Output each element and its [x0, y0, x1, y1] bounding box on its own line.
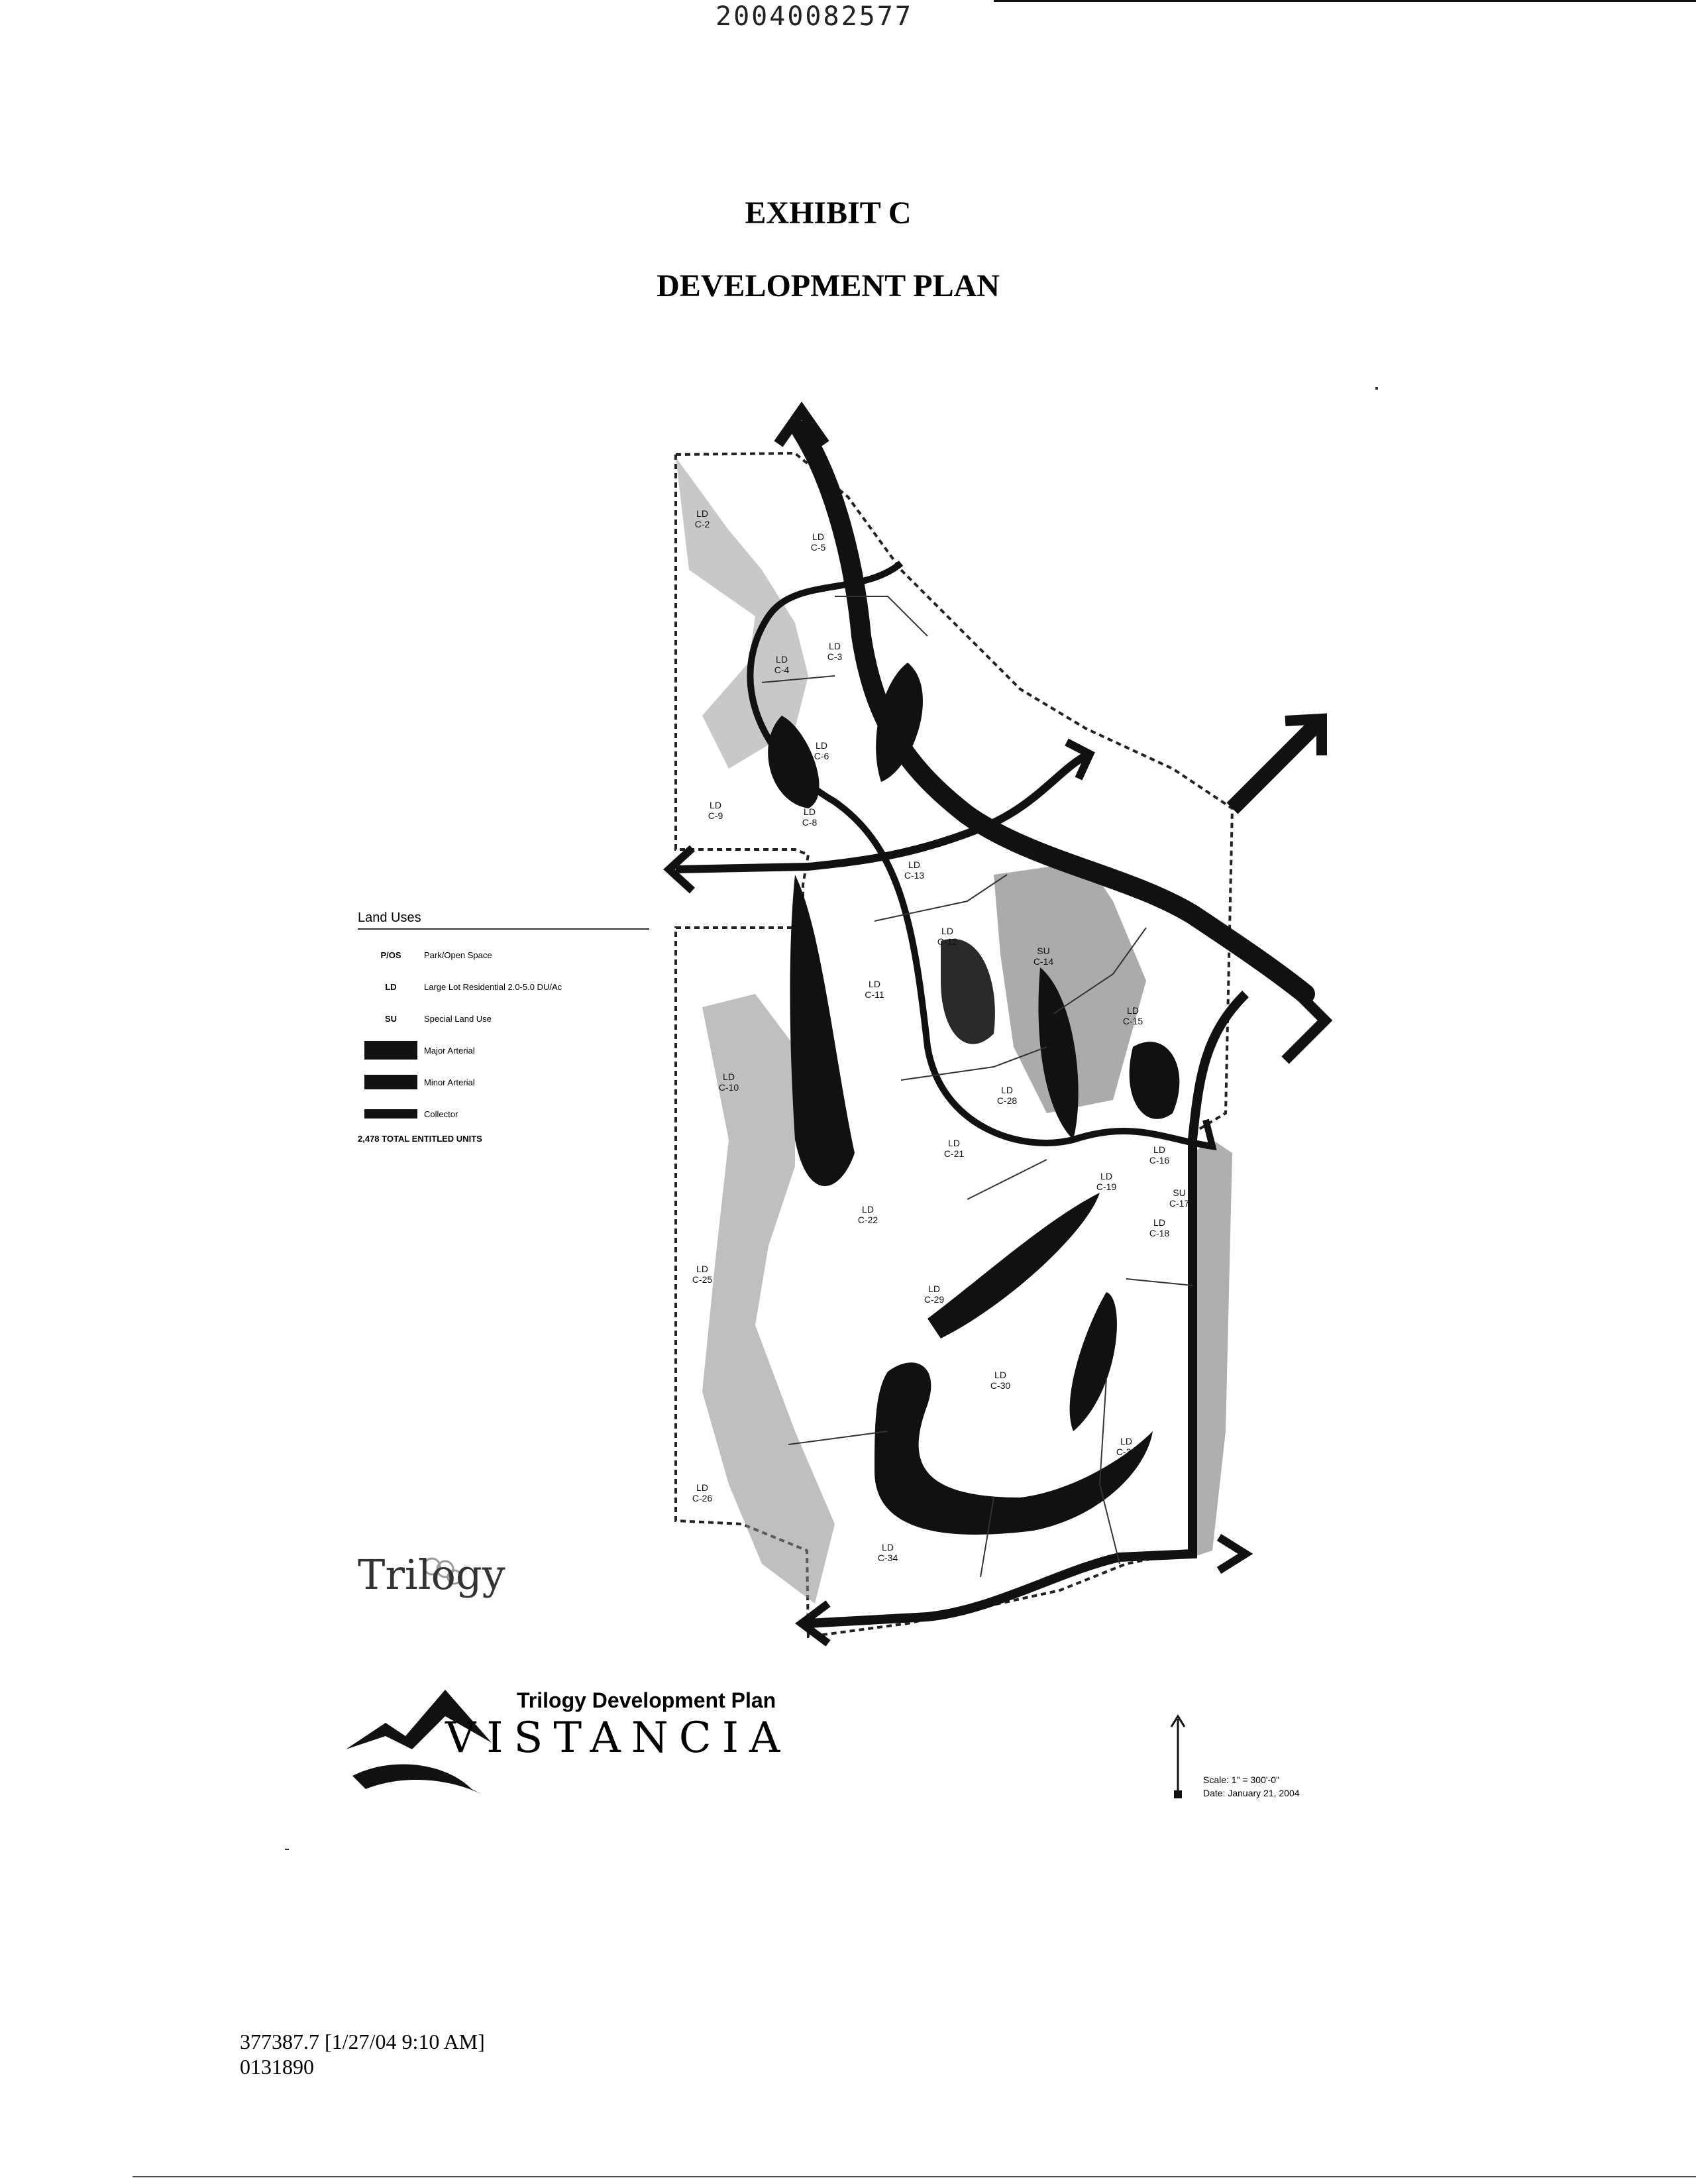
collector-east [1130, 1042, 1180, 1119]
parcel-id-label: C-3 [827, 651, 843, 662]
legend-title: Land Uses [358, 910, 649, 930]
parcel-use-label: LD [1153, 1217, 1165, 1228]
parcel-id-label: C-13 [904, 870, 925, 881]
parcel-use-label: LD [1100, 1171, 1112, 1181]
legend-row-su [358, 1003, 649, 1034]
parcel-use-label: LD [710, 800, 721, 810]
parcel-use-label: LD [816, 740, 827, 751]
parcel-id-label: C-31 [1116, 1447, 1137, 1457]
parcel-use-label: LD [1153, 1144, 1165, 1155]
parcel-use-label: LD [776, 654, 788, 665]
exhibit-subtitle: DEVELOPMENT PLAN [657, 268, 1000, 303]
legend-label: Special Land Use [424, 1013, 492, 1024]
major-arterial-northeast [1232, 722, 1318, 808]
legend-code: LD [385, 981, 397, 992]
parcel-use-label: LD [696, 1264, 708, 1274]
legend-row-major-arterial [358, 1034, 649, 1066]
collector-swatch [364, 1109, 417, 1119]
parcel-use-label: LD [994, 1370, 1006, 1380]
parcel-id-label: C-6 [814, 751, 829, 761]
parcel-use-label: SU [1037, 946, 1050, 956]
parcel-use-label: LD [812, 531, 824, 542]
legend-row-ld [358, 971, 649, 1003]
parcel-use-label: LD [829, 641, 841, 651]
parcel-id-label: C-34 [877, 1553, 898, 1563]
vistancia-logo-text: VISTANCIA [445, 1714, 791, 1763]
legend-label: Major Arterial [424, 1045, 475, 1056]
parcel-id-label: C-15 [1122, 1016, 1143, 1026]
collector-west [790, 875, 855, 1186]
parcel-use-label: LD [869, 979, 880, 989]
legend-label: Park/Open Space [424, 950, 492, 960]
parcel-id-label: C-2 [694, 519, 710, 529]
legend-row-pos [358, 939, 649, 971]
parcel-id-label: C-17 [1169, 1198, 1190, 1209]
parcel-use-label: LD [1008, 1502, 1020, 1513]
parcel-use-label: LD [1127, 1005, 1139, 1016]
collector-center [941, 939, 995, 1044]
land-use-legend [358, 910, 649, 1144]
parcel-use-label: LD [1120, 1436, 1132, 1447]
arterial-arrow-southeast-2 [1219, 1537, 1246, 1570]
parcel-use-label: LD [723, 1071, 735, 1082]
legend-total-units: 2,478 TOTAL ENTITLED UNITS [358, 1134, 482, 1144]
minor-arterial-swatch [364, 1075, 417, 1089]
date-text: Date: January 21, 2004 [1203, 1788, 1300, 1798]
major-arterial-swatch [364, 1041, 417, 1060]
parcel-id-label: C-16 [1149, 1155, 1170, 1166]
parcel-use-label: LD [696, 1482, 708, 1493]
document-number: 20040082577 [716, 1, 913, 32]
scan-speck [1375, 387, 1378, 390]
parcel-id-label: C-10 [718, 1082, 739, 1093]
parcel-id-label: C-14 [1033, 956, 1054, 967]
parcel-id-label: C-4 [774, 665, 790, 675]
parcel-use-label: LD [882, 1542, 894, 1553]
parcel-use-label: LD [862, 1204, 874, 1215]
parcel-id-label: C-11 [865, 989, 884, 1000]
parcel-id-label: C-9 [708, 810, 723, 821]
scale-text: Scale: 1" = 300'-0" [1203, 1774, 1279, 1785]
north-arrow-icon [1165, 1712, 1191, 1805]
parcel-id-label: C-8 [802, 817, 818, 828]
collector-southeast [1070, 1292, 1117, 1431]
footer-doc-ref: 377387.7 [1/27/04 9:10 AM] [240, 2030, 485, 2053]
parcel-id-label: C-26 [692, 1493, 713, 1503]
parcel-use-label: LD [696, 508, 708, 519]
parcel-use-label: LD [1001, 1085, 1013, 1095]
parcel-id-label: C-30 [990, 1380, 1011, 1391]
parcel-id-label: C-19 [1096, 1181, 1117, 1192]
parcel-id-label: C-33 [1003, 1513, 1024, 1523]
legend-row-collector [358, 1098, 649, 1130]
scale-block [1203, 1773, 1300, 1800]
parcel-id-label: C-20 [818, 1128, 839, 1139]
parcel-use-label: LD [822, 1118, 834, 1128]
exhibit-title: EXHIBIT C [745, 195, 912, 231]
parcel-id-label: C-21 [943, 1148, 965, 1159]
parcel-id-label: C-18 [1149, 1228, 1170, 1238]
legend-code: SU [384, 1013, 398, 1024]
plan-caption: Trilogy Development Plan [517, 1688, 776, 1712]
top-rule [994, 0, 1696, 2]
parcel-id-label: C-28 [996, 1095, 1018, 1106]
open-space-wash-southeast [1192, 1140, 1232, 1557]
parcel-id-label: C-12 [937, 936, 958, 947]
legend-label: Large Lot Residential 2.0-5.0 DU/Ac [424, 981, 562, 992]
scan-speck [285, 1849, 289, 1850]
parcel-use-label: LD [948, 1138, 960, 1148]
legend-label: Collector [424, 1109, 458, 1119]
parcel-use-label: LD [804, 806, 816, 817]
parcel-use-label: LD [928, 1283, 940, 1294]
footer-doc-id: 0131890 [240, 2055, 314, 2079]
parcel-use-label: LD [908, 859, 920, 870]
parcel-id-label: C-22 [857, 1215, 878, 1225]
parcel-use-label: LD [941, 926, 953, 936]
collector-south-band [928, 1193, 1100, 1338]
collector-north [768, 716, 819, 808]
legend-code: P/OS [380, 950, 401, 960]
trilogy-logo-text: Trilogy [358, 1551, 505, 1599]
legend-label: Minor Arterial [424, 1077, 475, 1087]
parcel-use-label: SU [1173, 1187, 1186, 1198]
legend-row-minor-arterial [358, 1066, 649, 1098]
bottom-rule [132, 2176, 1696, 2177]
parcel-id-label: C-5 [810, 542, 826, 553]
parcel-id-label: C-29 [924, 1294, 945, 1305]
parcel-id-label: C-25 [692, 1274, 713, 1285]
footer [240, 2029, 485, 2079]
